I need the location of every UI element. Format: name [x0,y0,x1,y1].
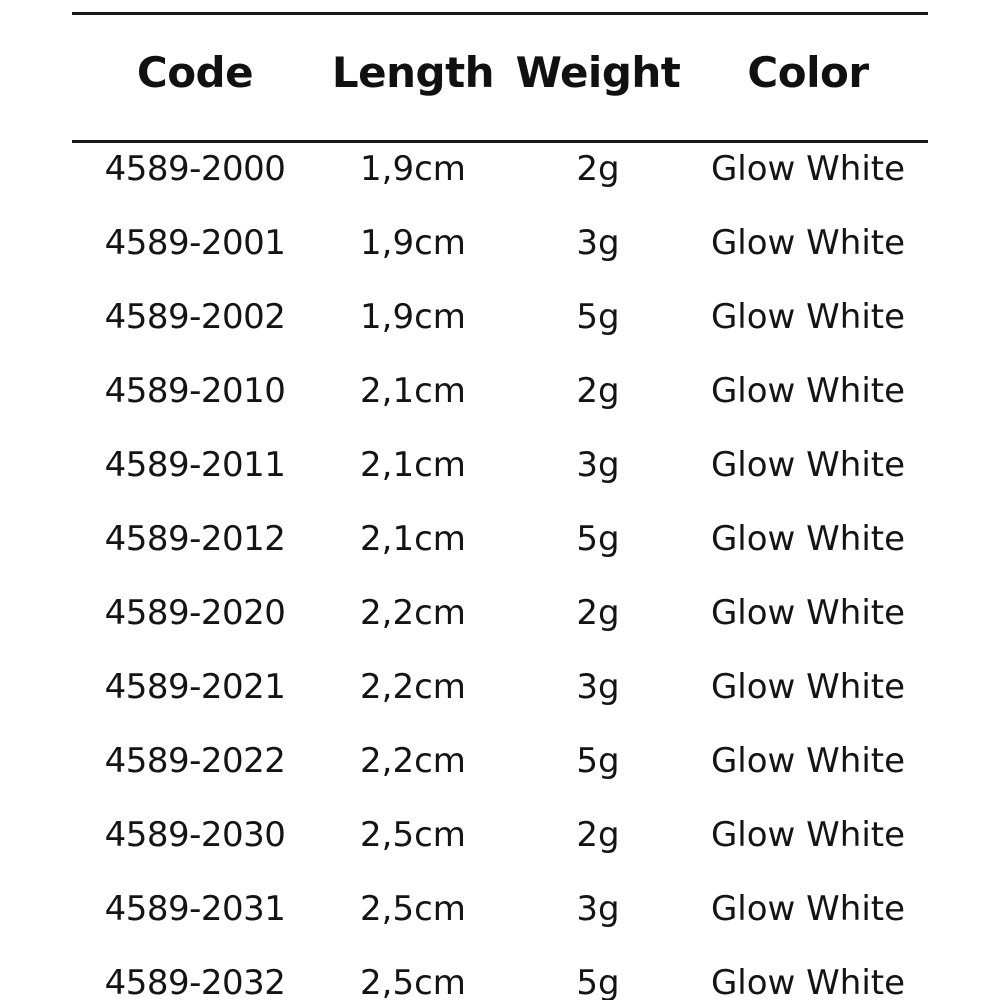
cell-color: Glow White [710,149,906,189]
column-header-length: Length [331,48,495,97]
cell-color: Glow White [710,815,906,855]
header-divider [72,140,928,143]
cell-color: Glow White [710,889,906,929]
table-row [72,206,928,280]
cell-color: Glow White [710,297,906,337]
cell-length: 2,5cm [360,815,466,855]
cell-length: 1,9cm [360,149,466,189]
table-row [72,280,928,354]
cell-length: 2,2cm [360,593,466,633]
cell-length: 1,9cm [360,223,466,263]
column-header-code: Code [136,48,254,97]
cell-code: 4589-2011 [104,445,286,485]
cell-weight: 5g [576,519,620,559]
cell-weight: 3g [576,889,620,929]
cell-color: Glow White [710,223,906,263]
cell-weight: 3g [576,667,620,707]
cell-weight: 5g [576,297,620,337]
cell-length: 2,1cm [360,445,466,485]
table-row [72,724,928,798]
table-row [72,354,928,428]
cell-code: 4589-2010 [104,371,286,411]
table-body [72,132,928,1000]
table-row [72,502,928,576]
specification-table [72,30,928,1000]
cell-code: 4589-2021 [104,667,286,707]
cell-color: Glow White [710,593,906,633]
cell-color: Glow White [710,667,906,707]
cell-code: 4589-2012 [104,519,286,559]
table-row [72,798,928,872]
cell-weight: 3g [576,445,620,485]
cell-weight: 5g [576,963,620,1000]
cell-code: 4589-2002 [104,297,286,337]
top-divider [72,12,928,15]
cell-weight: 3g [576,223,620,263]
cell-weight: 2g [576,815,620,855]
cell-weight: 2g [576,149,620,189]
cell-color: Glow White [710,741,906,781]
cell-length: 1,9cm [360,297,466,337]
table-header [72,30,928,132]
cell-length: 2,5cm [360,963,466,1000]
table-row [72,132,928,206]
cell-length: 2,2cm [360,741,466,781]
column-header-weight: Weight [515,48,681,97]
cell-code: 4589-2030 [104,815,286,855]
cell-weight: 2g [576,371,620,411]
table-row [72,872,928,946]
cell-length: 2,1cm [360,371,466,411]
cell-code: 4589-2022 [104,741,286,781]
cell-code: 4589-2031 [104,889,286,929]
table-row [72,946,928,1000]
table-row [72,650,928,724]
cell-color: Glow White [710,445,906,485]
table-header-row [72,30,928,132]
cell-code: 4589-2000 [104,149,286,189]
cell-length: 2,5cm [360,889,466,929]
cell-code: 4589-2020 [104,593,286,633]
cell-length: 2,1cm [360,519,466,559]
table-row [72,576,928,650]
table-row [72,428,928,502]
cell-color: Glow White [710,963,906,1000]
cell-code: 4589-2032 [104,963,286,1000]
column-header-color: Color [747,48,869,97]
cell-code: 4589-2001 [104,223,286,263]
cell-length: 2,2cm [360,667,466,707]
cell-weight: 5g [576,741,620,781]
cell-weight: 2g [576,593,620,633]
cell-color: Glow White [710,519,906,559]
cell-color: Glow White [710,371,906,411]
